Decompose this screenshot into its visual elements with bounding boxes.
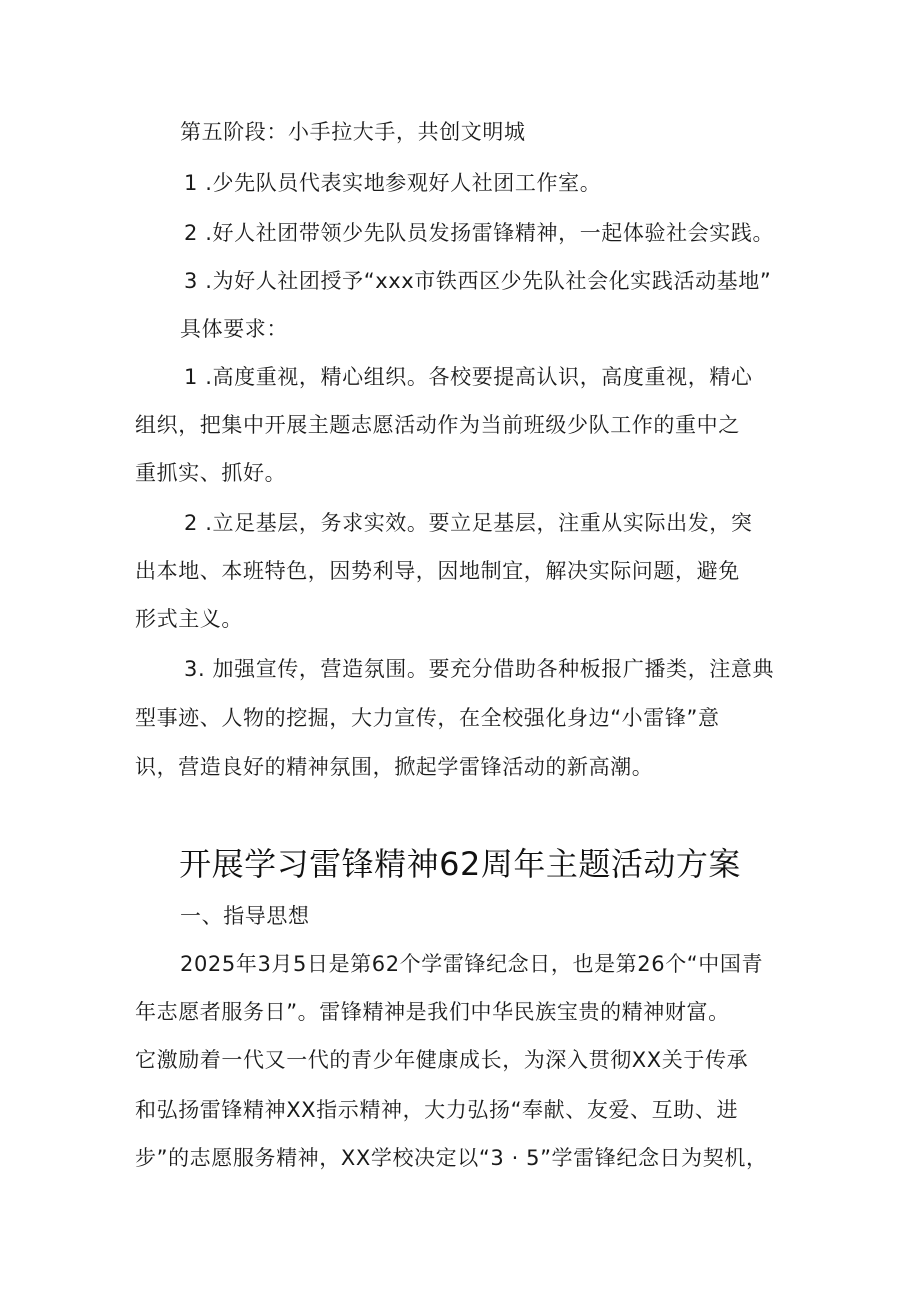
section-heading: 一、指导思想 [180,904,310,928]
requirement-line: 重抓实、抓好。 [135,461,287,485]
requirement-line: 组织，把集中开展主题志愿活动作为当前班级少队工作的重中之 [135,413,740,437]
requirement-line: 3. 加强宣传，营造氛围。要充分借助各种板报广播类，注意典 [184,657,775,681]
requirement-line: 形式主义。 [135,607,243,631]
requirement-line: 出本地、本班特色，因势利导，因地制宜，解决实际问题，避免 [135,559,740,583]
paragraph-line: 和弘扬雷锋精神XX指示精神，大力弘扬“奉献、友爱、互助、进 [135,1098,739,1122]
requirement-line: 识，营造良好的精神氛围，掀起学雷锋活动的新高潮。 [135,755,654,779]
document-title: 开展学习雷锋精神62周年主题活动方案 [179,845,741,883]
paragraph-line: 步”的志愿服务精神，XX学校决定以“3 · 5”学雷锋纪念日为契机， [135,1146,768,1170]
requirement-line: 1 .高度重视，精心组织。各校要提高认识，高度重视，精心 [184,365,753,389]
list-item: 3 .为好人社团授予“xxx市铁西区少先队社会化实践活动基地” [184,269,772,293]
list-item: 2 .好人社团带领少先队员发扬雷锋精神，一起体验社会实践。 [184,221,775,245]
requirement-line: 型事迹、人物的挖掘，大力宣传，在全校强化身边“小雷锋”意 [135,706,720,730]
paragraph-line: 年志愿者服务日”。雷锋精神是我们中华民族宝贵的精神财富。 [135,1000,730,1024]
requirements-heading: 具体要求： [180,317,288,341]
paragraph-line: 它激励着一代又一代的青少年健康成长，为深入贯彻XX关于传承 [135,1048,749,1072]
list-item: 1 .少先队员代表实地参观好人社团工作室。 [184,171,602,195]
paragraph-line: 2025年3月5日是第62个学雷锋纪念日，也是第26个“中国青 [180,952,764,976]
requirement-line: 2 .立足基层，务求实效。要立足基层，注重从实际出发，突 [184,511,753,535]
stage-title: 第五阶段：小手拉大手，共创文明城 [180,120,526,144]
